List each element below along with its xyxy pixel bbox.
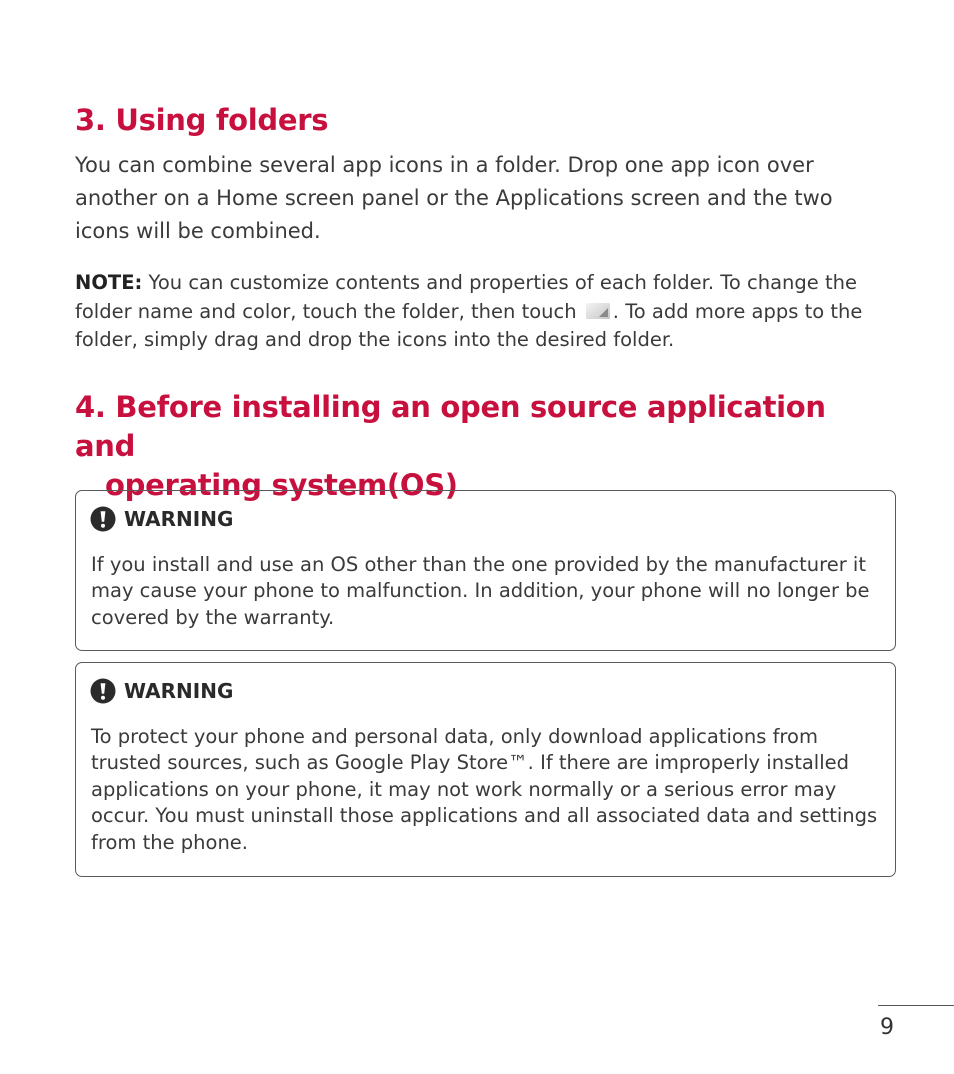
heading-line-1: 4. Before installing an open source application and [75, 390, 826, 463]
page-number: 9 [880, 1015, 894, 1040]
exclamation-circle-icon [90, 506, 116, 532]
note-label: NOTE: [75, 271, 143, 294]
section-heading-using-folders: 3. Using folders [75, 103, 329, 137]
warning-text: If you install and use an OS other than the one provided by the manufacturer it may cause your phone to malfunction. In addition, your phone will no longer be covered by the warranty. [91, 553, 870, 629]
warning-header [90, 506, 233, 532]
note-paragraph [75, 269, 890, 355]
heading-line-2: operating system(OS) [105, 468, 458, 502]
page-number-rule [878, 1005, 954, 1006]
section-heading-before-installing [75, 388, 895, 505]
warning-title: WARNING [124, 507, 234, 531]
using-folders-paragraph: You can combine several app icons in a folder. Drop one app icon over another on a Home screen panel or the Applications screen and the two icons will be combined. [75, 153, 833, 243]
warning-title: WARNING [124, 679, 234, 703]
warning-box-trusted-sources [75, 662, 896, 877]
note-text-part1: You can customize contents and properties of each folder. To change the folder name and color, touch the folder, then touch [75, 271, 857, 323]
folder-settings-icon [585, 302, 611, 320]
warning-box-os [75, 490, 896, 651]
warning-header [90, 678, 233, 704]
warning-text: To protect your phone and personal data, only download applications from trusted sources, such as Google Play Store™. If there are improperly installed applications on your phone, it may not work normally or a serious error may occur. You must uninstall those applications and all associated data and settings from the phone. [91, 725, 878, 854]
note-text-part2: . To add more apps to the folder, simply drag and drop the icons into the desired folder. [75, 299, 863, 351]
exclamation-circle-icon [90, 678, 116, 704]
